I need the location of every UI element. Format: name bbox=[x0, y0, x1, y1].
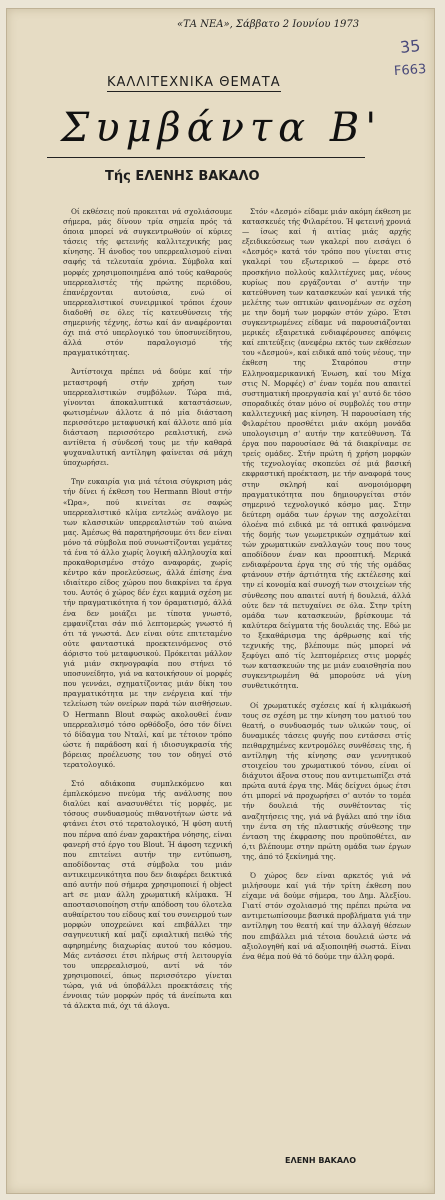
author-signature: ΕΛΕΝΗ ΒΑΚΑΛΟ bbox=[285, 1156, 356, 1165]
right-column bbox=[242, 207, 411, 971]
left-column bbox=[63, 207, 232, 1020]
paragraph: Στόν «Δεσμό» είδαμε μιάν ακόμη έκθεση με κατασκευές τής Φιλαρέτου. Ή φετεινή χρονιά — ίσως καί ή αιτίας μιάς αρχής εξειδικεύσεως των γκαλερί που εισάγει ό «Δεσμός» κατά τόν τρόπο που γίνεται στις γκαλερί του εξωτερικού — έφερε στό προσκήνιο πολλούς καλλιτέχνες μας, νέους κυρίως που εργάζονται σ' αυτήν την κατεύθυνση των κατασκευών καί γενικά τής μελέτης των οπτικών φαινομένων σε σχέση με την δομή των μορφών στόν χώρο. Έτσι συγκεντρωμένες είδαμε νά παρουσιάζονται μερικές εξαιρετικά ενδιαφέρουσες απόψεις καί επιτεύξεις (ανεφέρω εκτός των εκθέσεων του «Δεσμού», καί ειδικά από τούς νέους, την έκθεση της Σταρόπου στην Ελληνοαμερικανική Ένωση, καί του Μίχα στις Ν. Μορφές) σ' έναν τομέα που απαιτεί συστηματική προεργασία καί γι' αυτό δε τόσο σποραδικές όταν μόνο οί συμβολές του στην καλλιτεχνική μας κίνηση. Ή παρουσίαση τής Φιλαρέτου προσθέτει μιάν ακόμη μονάδα υπολογισιμη σ' αυτήν την κατεύθυνση. Τά έργα που παρουσίασε θά τά διακρίναμε σε τρείς ομάδες. Στήν πρώτη ή χρήση μορφών τής τεχνολογίας σκοπεύει σέ μιά βασική εκφραστική προέκταση, με τήν αναφορά τους στην σκληρή καί ανομοιόμορφη πραγματικότητα που δημιουργείται στόν σημερινό τεχνολογικό κόσμο μας. Στην δεύτερη ομάδα των έργων της ασχολείται όλοένα πιό ειδικά με τά οπτικά φαινόμενα τής δομής των γεωμετρικών σχημάτων καί τών χρωματικών εναλλαγών τους που τους αποδίδουν έναν και προοπτική. Μερικά ενδιαφέροντα έργα της σύ τής τής ομάδας φτάνουν στήν άρτιότητα τής εκτέλεσης καί την εί κονομία καί συνοχή των στοιχείων τής σύνθεσης που απαιτεί αυτή ή δουλειά, άλλά ούτε δεν τά πετυχαίνει σε όλα. Στην τρίτη ομάδα των κατασκευών, βρίσκουμε τά καλύτερα δείγματα τής δουλειάς της. Εδώ με το ξεκαθάρισμα της άρθρωσης καί τής τεχνικής της, βλέπουμε πώς μπορεί νά ξεφύγει από τίς λεπτομέρειες στις μορφές των κατασκευών της με μιάν ευαισθησία που συγκεντρωμένη θά μπορούσε νά γίνη συνθετικότητα. bbox=[242, 207, 411, 691]
handwritten-page-number: 35 bbox=[398, 35, 421, 58]
handwritten-archive-code: F663 bbox=[393, 61, 427, 80]
paragraph: Ό χώρος δεν είναι αρκετός γιά νά μιλήσουμε καί γιά τήν τρίτη έκθεση που είχαμε νά δούμε σήμερα, του Δημ. Άλεξίου. Γιατί στόν σχολιασμό της πρέπει πρώτα να αντιμετωπίσουμε βασικά προβλήματα γιά την αντίληψη του θεατή καί την άλλαγή θέσεων που επιβάλλει μιά τέτοια δουλειά ώστε νά αξιολογηθή καί νά αξιοποιηθή σωστά. Είναι ένα θέμα πού θά τό δούμε την άλλη φορά. bbox=[242, 871, 411, 961]
article-title: Συμβάντα Β' bbox=[61, 105, 383, 151]
paragraph: Οί χρωματικές σχέσεις καί ή κλιμάκωσή τους σε σχέση με την κίνηση του ματιού του θεατή, ο συνδυασμός των υλικών τους, οί δυναμικές τάσεις φυγής που εντάσσει στίς πειθαρχημένες κεντρομόλες συνθέσεις της, ή αντίληψη τής κίνησης σαν γεννητικού στοιχείου του χρωματικού τόνου, είναι οί διάχυτοι άξονα στους που αντιμετωπίζει στά πρώτα αυτά έργα της. Μάς δείχνει όμως έτσι ότι μπορεί νά προχωρήσει σ' αυτόν το τομέα τήν δουλειά τής συνθέτοντας τίς αναζητήσεις της, γιά νά βγάλει από την ίδια την έντα ση τής πλαστικής σύνθεσης την ένταση της έκφρασης που προϋποθέτει, αν ό,τι βλέπουμε στην πρώτη ομάδα των έργων της, άπό τό ξεκίνημά της. bbox=[242, 700, 411, 861]
byline: Τής ΕΛΕΝΗΣ ΒΑΚΑΛΟ bbox=[105, 169, 260, 184]
paragraph: Στό αδιάκοπα συμπλεκόμενο και έμπλεκόμενο πνεύμα τής ανάλυσης που διαλύει καί ανασυνθέτει τίς μορφές, με τόσους συνδυασμούς πιθανοτήτων ώστε νά φτάνει έτσι στό τερατολογικό, Ή φύση αυτή που πέρνα από έναν χαρακτήρα νόησης, είναι φανερή στό έργο του Blout. Ή άφοση τεχνική που επιτείνει αυτήν την εντύπωση, αποδίδοντας στά σύμβολα του μιάν αντικειμενικότητα που δεν διαφέρει δεικτικά από αυτήν πού σήμερα χρησιμοποιεί ή object art σε μιαν άλλη χρωματική κλίμακα. Ή αποστασιοποίηση στήν απόδοση του όλοτελα αυθαίρετου του είδους καί του συνειρμού των μορφών υποχρεώνει καί επιβάλλει την σαγηνευτική καί μαζί εφιαλτική πειθώ τής αφηρημένης διαχωρίας αυτού του κόσμου. Μάς εντάσσει έτσι πλήρως στή λειτουργία του υπερρεαλισμού, αντί νά τόν χρησιμοποιεί, όπως περισσότερο γίνεται τώρα, γιά νά ύποβάλλει προεκτάσεις τής έννοιας τών μορφών πρός τά άνείπωτα και τά άλεκτα πιά, όχι τά άλογα. bbox=[63, 779, 232, 1011]
newspaper-masthead: «ΤΑ ΝΕΑ», Σάββατο 2 Ιουνίου 1973 bbox=[177, 19, 360, 30]
paragraph: Άντίστοιχα πρέπει νά δούμε καί τήν μεταστροφή στήν χρήση των υπερρεαλιστικών συμβόλων. Τώρα πιά, γίνονται άποκαλυπτικά καταστάσεων, φωτισμένων άλλοτε ά πό μία διάσταση περισσότερο μεταφυσική καί άλλοτε από μία διάσταση περισσότερο ρεαλιστική, ενώ αντίθετα ή σύνδεσή τους με τήν καθαρά ψυχαναλυτική αντίληψη φαίνεται σά μάχη ύποχωρήσει. bbox=[63, 367, 232, 468]
title-rule bbox=[47, 157, 365, 158]
paragraph: Οί εκθέσεις πού προκειται νά σχολιάσουμε σήμερα, μάς δίνουν τρία σημεία πρός τά όποια μπορεί νά συγκεντρωθούν οί κύριες τάσεις τής φετεινής καλλιτεχνικής μας κίνησης. Ή άνοδος του υπερρεαλισμού είναι σαφής τά τελευταία χρόνια. Σύμβολα καί μορφές χρησιμοποιημένα από τούς καθαρούς υπερρεαλιστές τής πρώτης περιόδου, έπανέρχονται αυτούσια, ενώ οί υπερρεαλιστικοί συνειρμικοί τρόποι έχουν διαδοθή σε όλες τίς κατευθύνσεις τής σημερινής τέχνης, έστω καί άν αναφέρονται όχι πιά στό υπερλογικό του ύποσυνείδητου, άλλά στόν παραλογισμό τής πραγματικότητας. bbox=[63, 207, 232, 358]
section-heading: ΚΑΛΛΙΤΕΧΝΙΚΑ ΘΕΜΑΤΑ bbox=[107, 75, 281, 90]
paragraph: Την ευκαιρία για μιά τέτοια σύγκριση μάς τήν δίνει ή έκθεση του Hermann Blout στήν «Ώρα», πού κινείται σε σαφώς υπερρεαλιστικό κλίμα εντελώς ανάλογο με των κλασσικών υπερρεαλιστών τού αιώνα μας. Άμέσως θά παρατηρήσουμε ότι δεν είναι μόνο τά σύμβολα πού συνωστίζονται γεμάτες τά ένα τό άλλο χωρίς λογική αλληλουχία καί προκαθορισμένο στόχο αναφοράς, χωρίς κέντρο κάν προελεύσεως, άλλά έπίσης ένα ιδιαίτερο είδος χώρου που διακρίνει τα έργα του. Αυτός ό χώρος δέν έχει καμμιά σχέση με τήν πραγματικότητα ή τον όραματισμό, άλλά ένα δεν μοιάζει με τίποτα γνωστό, εμφανίζεται σάν πιό λεπτομερώς γνωστό ή ότι τά γνωστά. Δεν είναι ούτε επιτεταμένο ούτε φανταστικά προεκτεινόμενος στό άόριστο τού μεταφυσικού. Πρόκειται μάλλον γιά μιάν σκηνογραφία που στήνει τό υποσυνείδητο, γιά να κατοικήσουν οί μορφές που γεννάει, σχηματίζοντας μιάν δίκη του πραγματικότητα με την ενέργεια καί τήν τελείωση τών ονείρων παρά τών αισθήσεων. Ό Hermann Blout σαφώς ακολουθεί έναν υπερρεαλισμό τόσο ορθόδοξο, όσο τόν δίνει τό δίδαγμα του Νταλί, καί με τέτοιον τρόπο ώστε ή παράδοση καί ή ιδιοσυγκρασία τής βόρειας προέλευσης του τον οδηγεί στό τερατολογικό. bbox=[63, 477, 232, 769]
newspaper-clipping bbox=[6, 8, 435, 1194]
